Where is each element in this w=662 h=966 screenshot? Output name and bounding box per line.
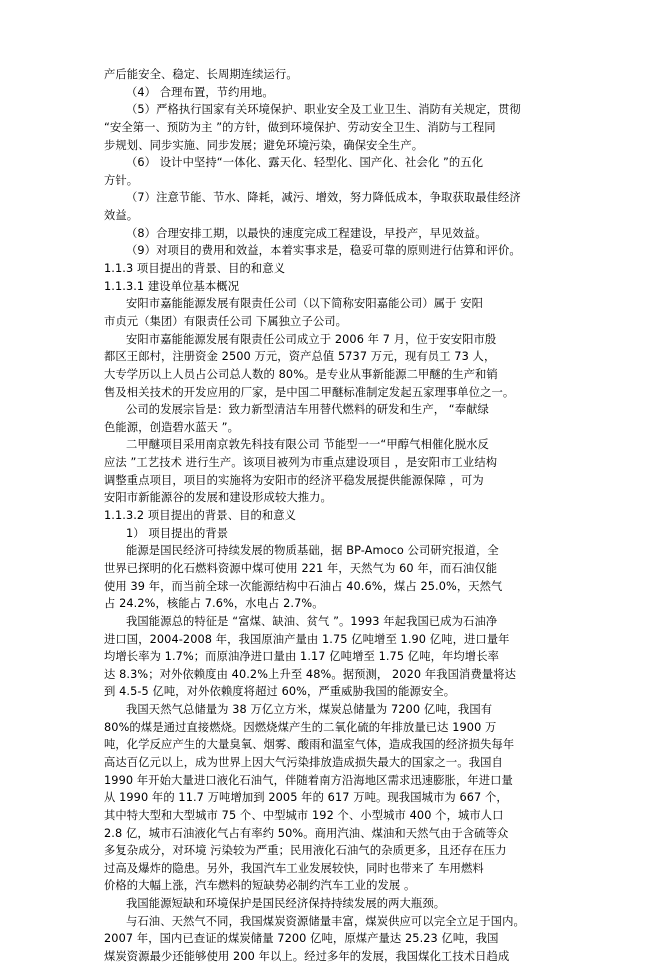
text-line: 二甲醚项目采用南京敦先科技有限公司 节能型一一“甲醇气相催化脱水反 xyxy=(126,438,489,452)
text-line: 能源是国民经济可持续发展的物质基础，据 BP-Amoco 公司研究报道，全 xyxy=(126,544,499,558)
text-line: 都区王郎村，注册资金 2500 万元，资产总值 5737 万元，现有员工 73 人， xyxy=(104,350,496,364)
text-line: 2.8 亿，城市石油液化气占有率约 50%。商用汽油、煤油和天然气由于含硫等众 xyxy=(104,826,509,840)
text-line: 过高及爆炸的隐患。另外，我国汽车工业发展较快，同时也带来了 车用燃料 xyxy=(104,861,484,875)
text-line: 均增长率为 1.7%；而原油净进口量由 1.17 亿吨增至 1.75 亿吨，年均增长率 xyxy=(104,650,499,664)
text-line: 1.1.3.2 项目提出的背景、目的和意义 xyxy=(104,509,297,523)
document-body xyxy=(104,66,566,966)
text-line: 2007 年，国内已查证的煤炭储量 7200 亿吨，原煤产量达 25.23 亿吨，我国 xyxy=(104,932,499,946)
text-line: 1） 项目提出的背景 xyxy=(126,526,229,540)
text-line: 应法 ”工艺技术 进行生产。该项目被列为市重点建设项目 ，是安阳市工业结构 xyxy=(104,456,498,470)
text-line: 到 4.5-5 亿吨，对外依赖度将超过 60%，严重威胁我国的能源安全。 xyxy=(104,685,456,699)
text-line: 1.1.3.1 建设单位基本概况 xyxy=(104,279,240,293)
text-line: 其中特大型和大型城市 75 个、中型城市 192 个、小型城市 400 个，城市人口 xyxy=(104,808,504,822)
text-line: 我国能源短缺和环境保护是国民经济保持持续发展的两大瓶颈。 xyxy=(126,897,446,911)
text-line: 安阳市新能源谷的发展和建设形成较大推力。 xyxy=(104,491,332,505)
text-line: 安阳市嘉能能源发展有限责任公司（以下简称安阳嘉能公司）属于 安阳 xyxy=(126,297,483,311)
text-line: （5）严格执行国家有关环境保护、职业安全及工业卫生、消防有关规定，贯彻 xyxy=(126,103,521,117)
text-line: “安全第一、预防为主 ”的方针，做到环境保护、劳动安全卫生、消防与工程同 xyxy=(104,120,496,134)
text-line: 调整重点项目，项目的实施将为安阳市的经济平稳发展提供能源保障 ，可为 xyxy=(104,473,484,487)
text-line: （6） 设计中坚持“一体化、露天化、轻型化、国产化、社会化 ”的五化 xyxy=(126,156,484,170)
text-line: 1990 年开始大量进口液化石油气，伴随着南方沿海地区需求迅速膨胀，年进口量 xyxy=(104,773,513,787)
text-line: 从 1990 年的 11.7 万吨增加到 2005 年的 617 万吨。现我国城市为 667 个， xyxy=(104,791,508,805)
text-line: 步规划、同步实施、同步发展；避免环境污染，确保安全生产。 xyxy=(104,138,424,152)
text-line: 大专学历以上人员占公司总人数的 80%。是专业从事新能源二甲醚的生产和销 xyxy=(104,367,498,381)
text-line: （4） 合理布置，节约用地。 xyxy=(126,85,274,99)
text-line: 效益。 xyxy=(104,209,139,223)
text-line: 公司的发展宗旨是：致力新型清洁车用替代燃料的研发和生产， “奉献绿 xyxy=(126,403,489,417)
text-line: 吨，化学反应产生的大量臭氧、烟雾、酸雨和温室气体，造成我国的经济损失每年 xyxy=(104,738,515,752)
text-line: （8）合理安排工期，以最快的速度完成工程建设，早投产，早见效益。 xyxy=(126,226,487,240)
text-line: 市贞元（集团）有限责任公司 下属独立子公司。 xyxy=(104,314,348,328)
text-line: 多复杂成分，对环境 污染较为严重；民用液化石油气的杂质更多，且还存在压力 xyxy=(104,844,507,858)
text-line: 使用 39 年，而当前全球一次能源结构中石油占 40.6%，煤占 25.0%，天然气 xyxy=(104,579,503,593)
text-line: 方针。 xyxy=(104,173,139,187)
text-line: 进口国，2004-2008 年，我国原油产量由 1.75 亿吨增至 1.90 亿吨，进口量年 xyxy=(104,632,510,646)
text-line: 与石油、天然气不同，我国煤炭资源储量丰富，煤炭供应可以完全立足于国内。 xyxy=(126,914,525,928)
text-line: 占 24.2%，核能占 7.6%，水电占 2.7%。 xyxy=(104,597,324,611)
text-line: 售及相关技术的开发应用的厂家，是中国二甲醚标准制定发起五家理事单位之一。 xyxy=(104,385,515,399)
text-line: 色能源，创造碧水蓝天 ”。 xyxy=(104,420,240,434)
text-line: （7）注意节能、节水、降耗，减污、增效，努力降低成本，争取获取最佳经济 xyxy=(126,191,521,205)
text-line: 我国天然气总储量为 38 万亿立方米，煤炭总储量为 7200 亿吨，我国有 xyxy=(126,703,493,717)
text-line: 1.1.3 项目提出的背景、目的和意义 xyxy=(104,262,286,276)
text-line: 产后能安全、稳定、长周期连续运行。 xyxy=(104,68,298,81)
text-line: 高达百亿元以上，成为世界上因大气污染排放造成损失最大的国家之一。我国自 xyxy=(104,755,503,769)
text-line: （9）对项目的费用和效益，本着实事求是，稳妥可靠的原则进行估算和评价。 xyxy=(126,244,521,258)
text-line: 价格的大幅上涨，汽车燃料的短缺势必制约汽车工业的发展 。 xyxy=(104,879,416,893)
text-line: 世界已探明的化石燃料资源中煤可使用 221 年，天然气为 60 年，而石油仅能 xyxy=(104,561,498,575)
text-line: 煤炭资源最少还能够使用 200 年以上。经过多年的发展，我国煤化工技术日趋成 xyxy=(104,950,510,964)
text-line: 我国能源总的特征是 “富煤、缺油、贫气 ”。1993 年起我国已成为石油净 xyxy=(126,614,498,628)
text-line: 达 8.3%；对外依赖度由 40.2%上升至 48%。据预测， 2020 年我国消费量将达 xyxy=(104,667,517,681)
text-line: 安阳市嘉能能源发展有限责任公司成立于 2006 年 7 月，位于安安阳市殷 xyxy=(126,332,497,346)
text-line: 80%的煤是通过直接燃烧。因燃烧煤产生的二氧化硫的年排放量已达 1900 万 xyxy=(104,720,497,734)
